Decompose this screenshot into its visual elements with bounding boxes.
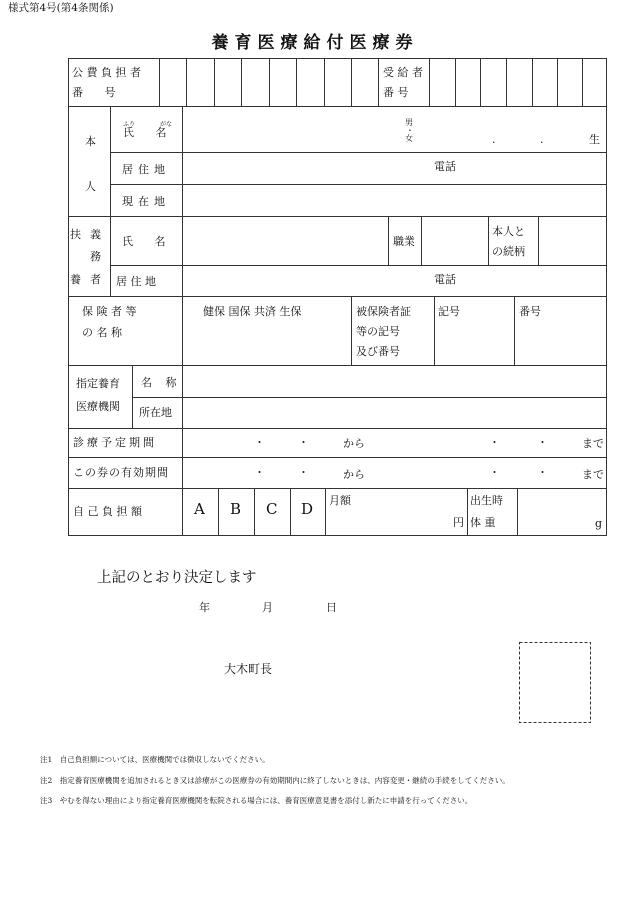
note-3: 注3 やむを得ない理由により指定養育医療機関を転院される場合には、養育医療意見書を添付し新たに申請を行ってください。 [40,796,473,805]
treatment-from-dot-1: ・ [254,436,265,449]
decision-statement: 上記のとおり決定します [97,570,257,586]
treatment-until-dot-2: ・ [537,436,548,449]
insured-number-label: 番号 [519,305,541,318]
guardian-label-4: 養 [70,273,81,286]
note-1: 注1 自己負担額については、医療機関では徴収しないでください。 [40,755,270,764]
person-phone-label: 電話 [434,160,456,173]
copay-grade-b[interactable]: B [230,500,242,518]
treatment-until-label: まで [582,437,604,450]
gender-female[interactable]: 女 [405,134,413,143]
person-current-address-label: 現在地 [122,195,170,208]
recipient-number-label-line2: 番 号 [383,86,409,99]
name-ruby-furi: ふり [123,121,136,128]
payer-number-label-line2: 番 号 [72,86,125,99]
payer-number-label-line1: 公 費 負 担 者 [72,66,141,79]
guardian-address-label: 居 住 地 [116,275,156,288]
treatment-from-dot-2: ・ [298,436,309,449]
insurance-types: 健保 国保 共済 生保 [203,305,302,318]
treatment-until-dot-1: ・ [489,436,500,449]
treatment-period-label: 診療予定期間 [73,436,157,449]
guardian-label-2: 義 [90,228,101,241]
copay-grade-c[interactable]: C [266,500,278,518]
recipient-number-label-line1: 受 給 者 [383,66,423,79]
validity-period-label: この券の有効期間 [73,466,169,479]
validity-until-label: まで [582,468,604,481]
guardian-label-5: 者 [90,273,101,286]
treatment-from-label: から [343,437,365,450]
birthdate-separator-2: . [540,133,544,146]
guardian-occupation-label: 職業 [393,235,415,248]
decision-year: 年 [199,601,210,614]
monthly-amount-label: 月額 [329,494,351,507]
insurer-label-1: 保 険 者 等 [82,305,137,318]
decision-day: 日 [326,601,337,614]
form-number: 様式第4号(第4条関係) [8,2,114,14]
yen-unit: 円 [453,516,464,529]
name-ruby-gana: がな [160,121,173,128]
person-residence-label: 居住地 [122,163,170,176]
insured-card-label-2: 等の記号 [356,325,400,338]
validity-from-dot-2: ・ [298,466,309,479]
birth-weight-label-2: 体 重 [470,516,496,529]
guardian-relation-label-1: 本人と [492,225,525,238]
guardian-label-1: 扶 [70,228,81,241]
validity-from-dot-1: ・ [254,466,265,479]
copay-grade-d[interactable]: D [301,500,314,518]
copay-label: 自 己 負 担 額 [73,505,142,518]
institution-location-label: 所在地 [139,406,172,419]
validity-until-dot-2: ・ [537,466,548,479]
guardian-phone-label: 電話 [434,273,456,286]
insurer-label-2: の 名 称 [82,326,122,339]
institution-name-label: 名 称 [141,376,182,389]
institution-label-2: 医療機関 [76,400,120,413]
guardian-relation-label-2: の続柄 [492,245,525,258]
validity-from-label: から [343,468,365,481]
guardian-label-3: 務 [90,250,101,263]
institution-label-1: 指定養育 [76,377,120,390]
person-name-label: 氏 名 [123,126,176,139]
copay-grade-a[interactable]: A [194,500,205,518]
insured-card-label-3: 及び番号 [356,345,400,358]
gender-male[interactable]: 男 [405,118,413,127]
birthdate-separator-1: . [492,133,496,146]
issuer-mayor: 大木町長 [224,662,273,676]
decision-month: 月 [262,601,273,614]
person-label-top: 本 [85,135,96,148]
person-label-bottom: 人 [85,180,96,193]
gender-separator: ・ [406,126,414,135]
gram-unit: g [595,517,603,530]
validity-until-dot-1: ・ [489,466,500,479]
insured-card-label-1: 被保険者証 [356,305,411,318]
birth-suffix: 生 [589,133,600,146]
birth-weight-label-1: 出生時 [470,494,503,507]
guardian-name-label: 氏 名 [122,235,175,248]
seal-box [520,643,591,723]
note-2: 注2 指定養育医療機関を追加されるとき又は診療がこの医療券の有効期間内に終了しないときは、内容変更・継続の手続をしてください。 [40,776,510,785]
insured-symbol-label: 記号 [438,305,460,318]
document-title: 養育医療給付医療券 [211,33,419,53]
